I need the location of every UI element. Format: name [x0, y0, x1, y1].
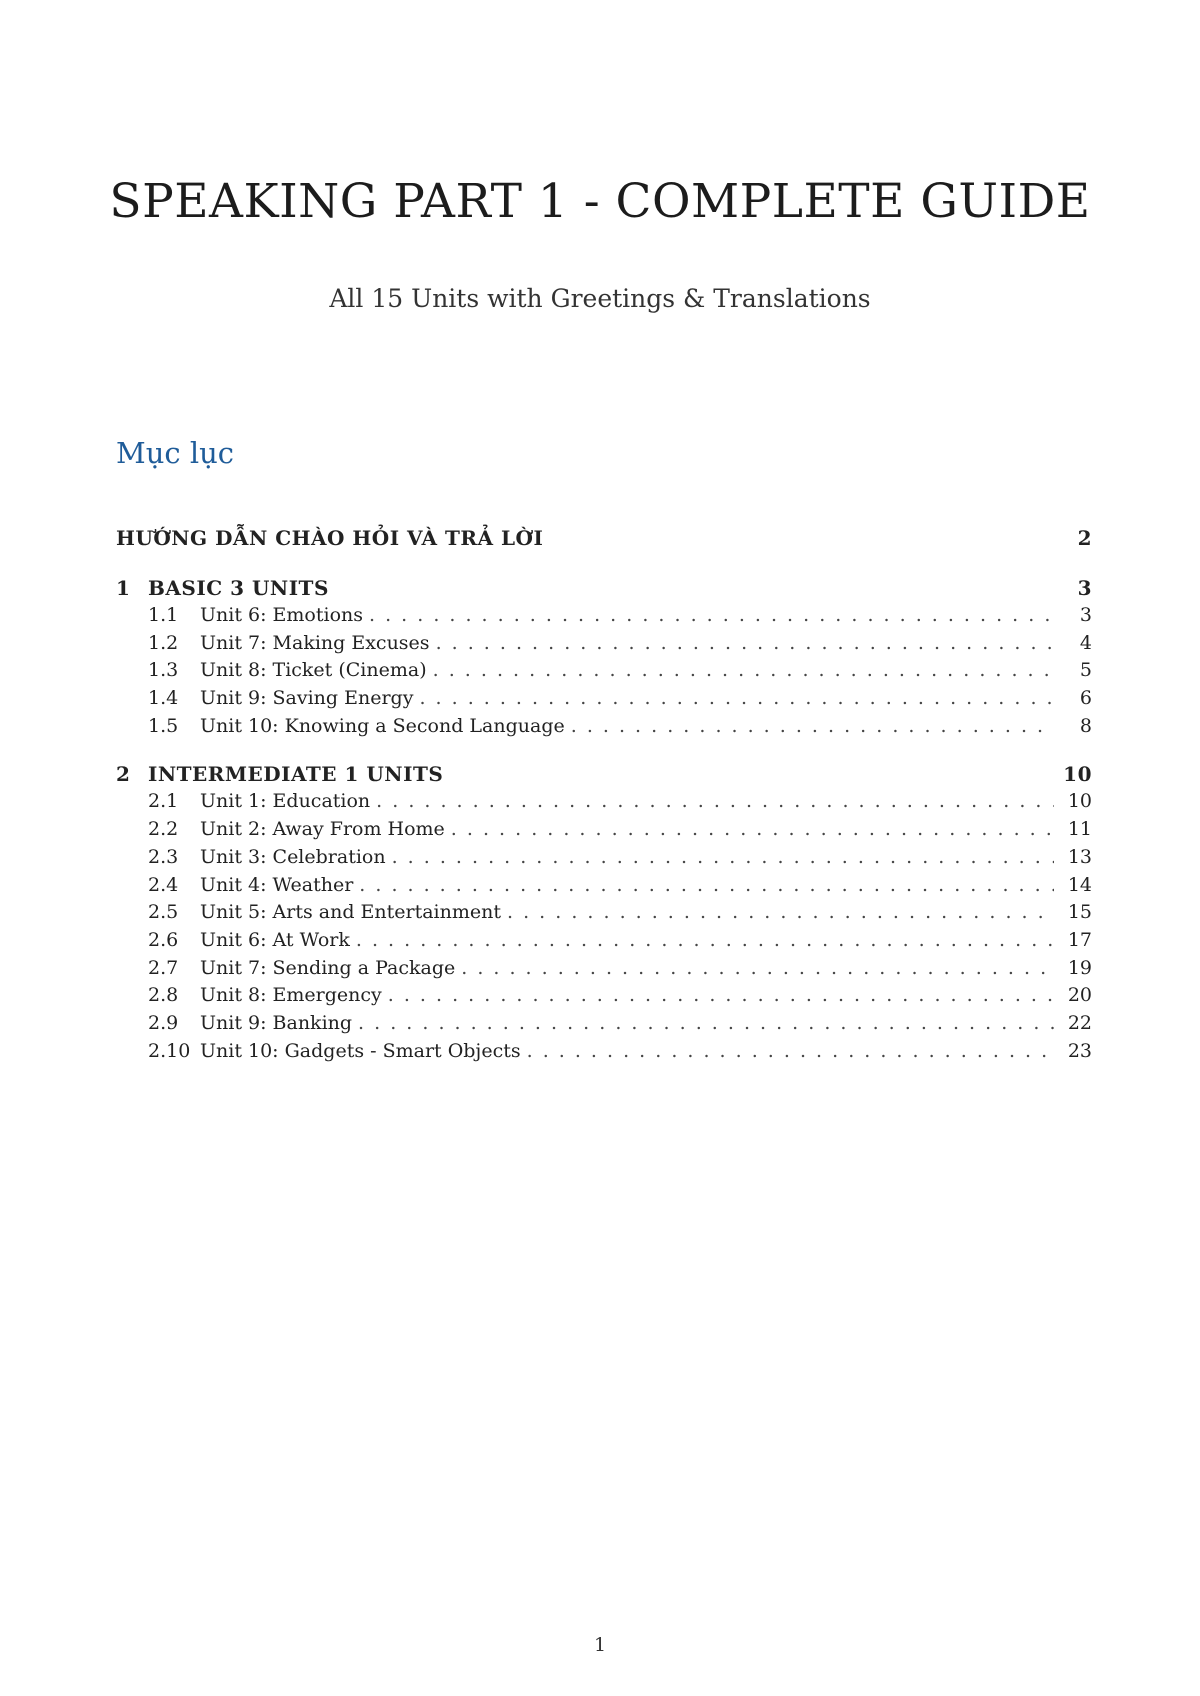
toc-item-page: 19 — [1067, 956, 1092, 979]
toc-item-number: 1.1 — [148, 604, 179, 626]
toc-item-2-2[interactable] — [116, 816, 1092, 844]
toc-item-1-5[interactable] — [116, 713, 1092, 741]
toc-leader-dots — [388, 982, 1054, 1010]
toc-item-number: 1.3 — [148, 659, 179, 682]
toc-item-label: Unit 4: Weather — [200, 873, 354, 896]
toc-leader-dots — [527, 1038, 1054, 1066]
toc-item-label: Unit 1: Education — [200, 790, 371, 813]
toc-leader-dots — [356, 927, 1054, 955]
toc-item-2-6[interactable] — [116, 927, 1092, 955]
toc-section-label: BASIC 3 UNITS — [148, 576, 329, 600]
toc-item-label: Unit 9: Banking — [200, 1011, 353, 1034]
toc-item-page: 22 — [1067, 1011, 1092, 1034]
toc-item-number: 2.6 — [148, 928, 179, 951]
toc-item-number: 2.3 — [148, 845, 179, 868]
toc-item-label: Unit 3: Celebration — [200, 845, 386, 868]
toc-item-2-10[interactable] — [116, 1038, 1092, 1066]
toc-item-label: Unit 5: Arts and Entertainment — [200, 901, 502, 924]
toc-item-label: Unit 8: Emergency — [200, 984, 382, 1007]
toc-entry-label: HƯỚNG DẪN CHÀO HỎI VÀ TRẢ LỜI — [116, 526, 544, 550]
document-subtitle: All 15 Units with Greetings & Translations — [329, 284, 871, 313]
toc-item-number: 2.4 — [148, 873, 179, 896]
toc-item-2-3[interactable] — [116, 844, 1092, 872]
toc-item-2-7[interactable] — [116, 955, 1092, 983]
toc-item-page: 3 — [1079, 604, 1092, 626]
toc-item-page: 10 — [1067, 790, 1092, 813]
table-of-contents — [116, 524, 1092, 1065]
toc-item-label: Unit 7: Making Excuses — [200, 631, 430, 654]
toc-item-2-9[interactable] — [116, 1010, 1092, 1038]
toc-leader-dots — [461, 955, 1054, 983]
toc-item-number: 2.8 — [148, 984, 179, 1007]
toc-item-page: 20 — [1067, 984, 1092, 1007]
toc-item-number: 1.5 — [148, 714, 179, 737]
toc-item-label: Unit 10: Gadgets - Smart Objects — [200, 1039, 521, 1062]
toc-item-number: 2.10 — [148, 1039, 191, 1062]
toc-item-label: Unit 2: Away From Home — [200, 818, 445, 841]
toc-item-page: 17 — [1067, 928, 1092, 951]
toc-leader-dots — [507, 899, 1054, 927]
toc-entry-page: 2 — [1077, 526, 1092, 550]
toc-heading: Mục lục — [116, 436, 235, 470]
toc-item-page: 8 — [1079, 714, 1092, 737]
toc-item-page: 13 — [1067, 845, 1092, 868]
toc-item-number: 1.4 — [148, 687, 179, 710]
toc-item-number: 2.1 — [148, 790, 179, 813]
toc-entry-guide[interactable] — [116, 524, 1092, 552]
toc-item-number: 2.2 — [148, 818, 179, 841]
toc-item-label: Unit 7: Sending a Package — [200, 956, 456, 979]
toc-leader-dots — [392, 844, 1054, 872]
toc-item-page: 23 — [1067, 1039, 1092, 1062]
toc-leader-dots — [433, 657, 1054, 685]
toc-leader-dots — [358, 1010, 1054, 1038]
toc-item-number: 2.9 — [148, 1011, 179, 1034]
toc-item-page: 4 — [1079, 631, 1092, 654]
toc-item-2-1[interactable] — [116, 788, 1092, 816]
toc-item-number: 2.5 — [148, 901, 179, 924]
toc-item-1-1[interactable] — [116, 602, 1092, 630]
toc-leader-dots — [376, 788, 1054, 816]
toc-item-page: 11 — [1067, 818, 1092, 841]
toc-item-label: Unit 10: Knowing a Second Language — [200, 714, 565, 737]
toc-item-label: Unit 9: Saving Energy — [200, 687, 414, 710]
toc-item-2-5[interactable] — [116, 899, 1092, 927]
toc-section-page: 10 — [1063, 762, 1092, 787]
document-title: SPEAKING PART 1 - COMPLETE GUIDE — [109, 174, 1091, 229]
toc-leader-dots — [359, 872, 1054, 900]
toc-section-number: 2 — [116, 762, 131, 787]
toc-leader-dots — [436, 630, 1054, 658]
toc-section-label: INTERMEDIATE 1 UNITS — [148, 762, 444, 787]
toc-item-page: 15 — [1067, 901, 1092, 924]
toc-item-1-2[interactable] — [116, 630, 1092, 658]
toc-leader-dots — [571, 713, 1054, 741]
toc-item-label: Unit 8: Ticket (Cinema) — [200, 659, 427, 682]
toc-item-2-4[interactable] — [116, 872, 1092, 900]
toc-item-number: 1.2 — [148, 631, 179, 654]
toc-item-2-8[interactable] — [116, 982, 1092, 1010]
toc-section-1[interactable] — [116, 574, 1092, 602]
toc-section-number: 1 — [116, 576, 131, 600]
toc-item-label: Unit 6: At Work — [200, 928, 350, 951]
toc-leader-dots — [369, 602, 1054, 630]
toc-item-1-4[interactable] — [116, 685, 1092, 713]
toc-item-number: 2.7 — [148, 956, 179, 979]
toc-section-2[interactable] — [116, 760, 1092, 788]
toc-item-page: 5 — [1079, 659, 1092, 682]
toc-item-page: 14 — [1067, 873, 1092, 896]
toc-leader-dots — [419, 685, 1054, 713]
toc-item-1-3[interactable] — [116, 657, 1092, 685]
toc-leader-dots — [451, 816, 1054, 844]
page-number: 1 — [593, 1634, 607, 1656]
toc-section-page: 3 — [1077, 576, 1092, 600]
toc-item-label: Unit 6: Emotions — [200, 604, 363, 626]
toc-item-page: 6 — [1079, 687, 1092, 710]
